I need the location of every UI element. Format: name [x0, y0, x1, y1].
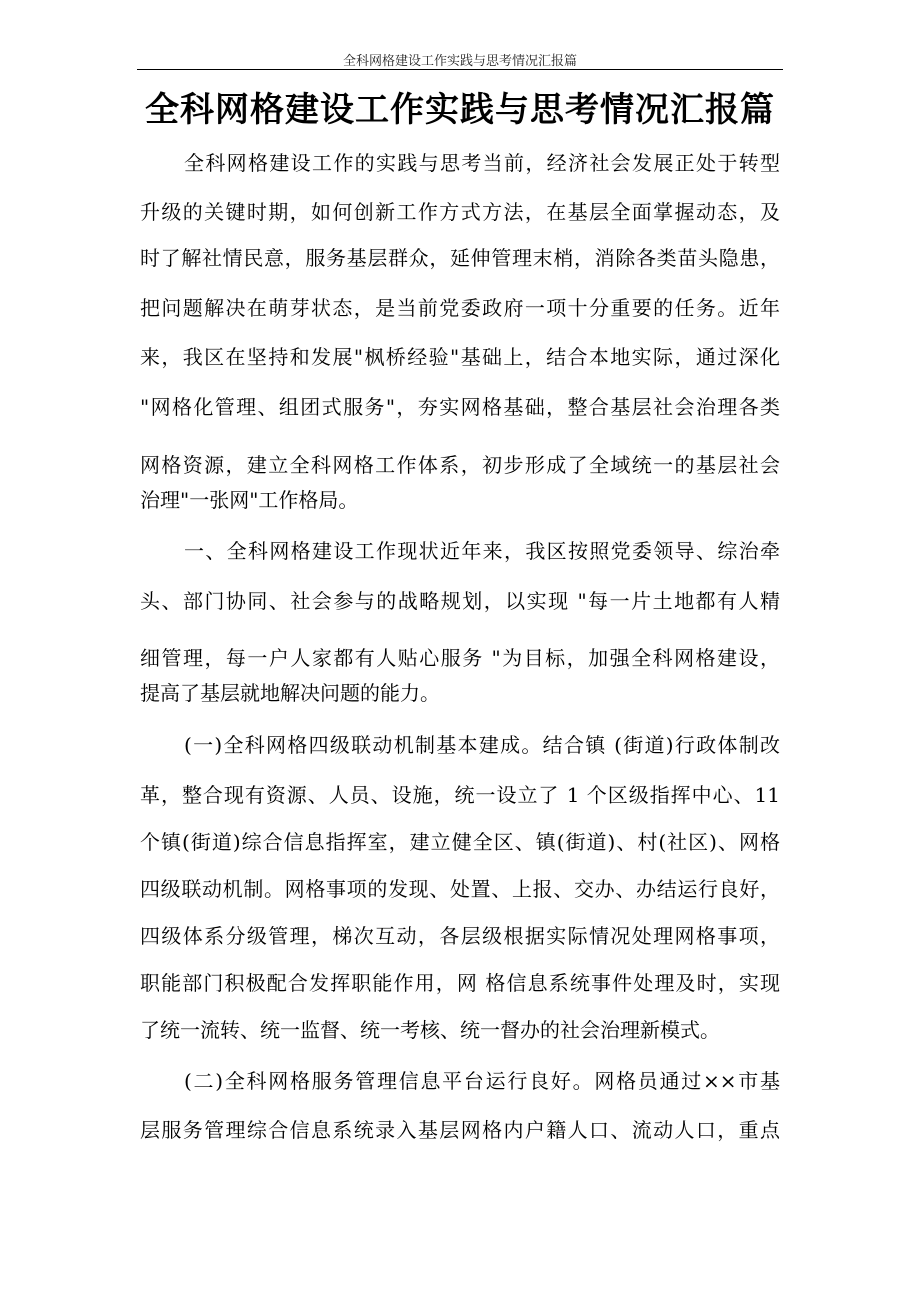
paragraph-line: 细管理，每一户人家都有人贴心服务 "为目标，加强全科网格建设， — [140, 646, 780, 670]
paragraph-line: (二)全科网格服务管理信息平台运行良好。网格员通过××市基 — [184, 1069, 780, 1093]
paragraph-line: 把问题解决在萌芽状态，是当前党委政府一项十分重要的任务。近年 — [140, 296, 780, 320]
paragraph-line: 全科网格建设工作的实践与思考当前，经济社会发展正处于转型 — [184, 151, 780, 175]
paragraph-line: 四级联动机制。网格事项的发现、处置、上报、交办、办结运行良好， — [140, 877, 780, 901]
paragraph-line: 来，我区在坚持和发展"枫桥经验"基础上，结合本地实际，通过深化 — [140, 345, 780, 369]
paragraph-line: 个镇(街道)综合信息指挥室，建立健全区、镇(街道)、村(社区)、网格 — [140, 830, 780, 854]
paragraph-line: 时了解社情民意，服务基层群众，延伸管理末梢，消除各类苗头隐患， — [140, 246, 780, 270]
paragraph-line: 治理"一张网"工作格局。 — [140, 488, 359, 512]
paragraph-line: 提高了基层就地解决问题的能力。 — [140, 681, 440, 705]
paragraph-line: 了统一流转、统一监督、统一考核、统一督办的社会治理新模式。 — [140, 1018, 720, 1042]
paragraph-line: 职能部门积极配合发挥职能作用，网 格信息系统事件处理及时，实现 — [140, 971, 780, 995]
paragraph-line: 头、部门协同、社会参与的战略规划，以实现 "每一片土地都有人精 — [140, 589, 780, 613]
paragraph-line: 革，整合现有资源、人员、设施，统一设立了 1 个区级指挥中心、11 — [140, 783, 780, 807]
paragraph-line: 升级的关键时期，如何创新工作方式方法，在基层全面掌握动态，及 — [140, 200, 780, 224]
paragraph-line: 层服务管理综合信息系统录入基层网格内户籍人口、流动人口，重点 — [140, 1118, 780, 1142]
running-header: 全科网格建设工作实践与思考情况汇报篇 — [342, 54, 577, 69]
header-rule — [137, 69, 783, 70]
paragraph-line: 四级体系分级管理，梯次互动，各层级根据实际情况处理网格事项， — [140, 924, 780, 948]
paragraph-line: "网格化管理、组团式服务"，夯实网格基础，整合基层社会治理各类 — [140, 395, 780, 419]
paragraph-line: 一、全科网格建设工作现状近年来，我区按照党委领导、综治牵 — [184, 539, 780, 563]
paragraph-line: (一)全科网格四级联动机制基本建成。结合镇 (街道)行政体制改 — [184, 733, 780, 757]
paragraph-line: 网格资源，建立全科网格工作体系，初步形成了全域统一的基层社会 — [140, 453, 780, 477]
document-title: 全科网格建设工作实践与思考情况汇报篇 — [145, 90, 775, 130]
